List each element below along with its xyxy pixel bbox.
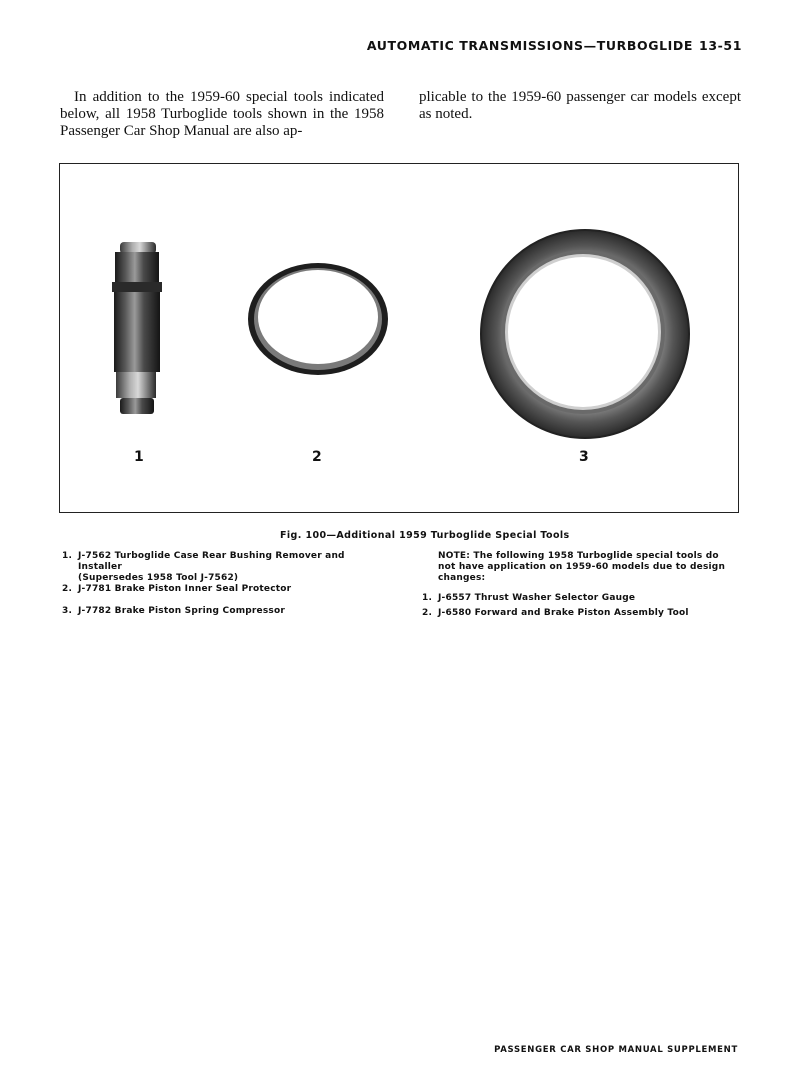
figure-frame	[59, 163, 739, 513]
note-item-number: 2.	[422, 608, 433, 618]
header-title: AUTOMATIC TRANSMISSIONS—TURBOGLIDE	[366, 38, 694, 53]
legend-subtext: (Supersedes 1958 Tool J-7562)	[78, 573, 239, 583]
page-footer: PASSENGER CAR SHOP MANUAL SUPPLEMENT	[494, 1045, 738, 1055]
legend-item-2	[62, 584, 382, 595]
page-header	[367, 38, 742, 53]
intro-paragraph-right: plicable to the 1959-60 passenger car models except as noted.	[419, 89, 741, 122]
figure-caption: Fig. 100—Additional 1959 Turboglide Special Tools	[280, 530, 570, 541]
intro-paragraph-left: In addition to the 1959-60 special tools indicated below, all 1958 Turboglide tools shown in the 1958 Passenger Car Shop Manual are also ap-	[60, 89, 384, 139]
legend-item-1	[62, 551, 382, 584]
legend-text: J-7782 Brake Piston Spring Compressor	[78, 606, 285, 616]
legend-number: 1.	[62, 551, 73, 561]
figure-photo	[60, 164, 740, 514]
figure-label-1: 1	[134, 449, 144, 465]
legend-number: 2.	[62, 584, 73, 594]
note-item-text: J-6580 Forward and Brake Piston Assembly Tool	[438, 608, 689, 618]
figure-label-2: 2	[312, 449, 322, 465]
page-number: 13-51	[699, 38, 742, 53]
note-item-text: J-6557 Thrust Washer Selector Gauge	[438, 593, 636, 603]
note-item-number: 1.	[422, 593, 433, 603]
tool-1-photo	[112, 242, 162, 414]
tool-3-photo	[481, 230, 689, 438]
figure-label-3: 3	[579, 449, 589, 465]
legend-text: J-7781 Brake Piston Inner Seal Protector	[78, 584, 292, 594]
tool-2-photo	[248, 263, 388, 375]
note-item-1	[422, 593, 742, 604]
note-paragraph: NOTE: The following 1958 Turboglide special tools do not have application on 1959-60 models due to design changes:	[438, 551, 726, 583]
note-item-2	[422, 608, 742, 619]
legend-text: J-7562 Turboglide Case Rear Bushing Remover and Installer	[78, 551, 345, 572]
legend-item-3	[62, 606, 382, 617]
legend-number: 3.	[62, 606, 73, 616]
